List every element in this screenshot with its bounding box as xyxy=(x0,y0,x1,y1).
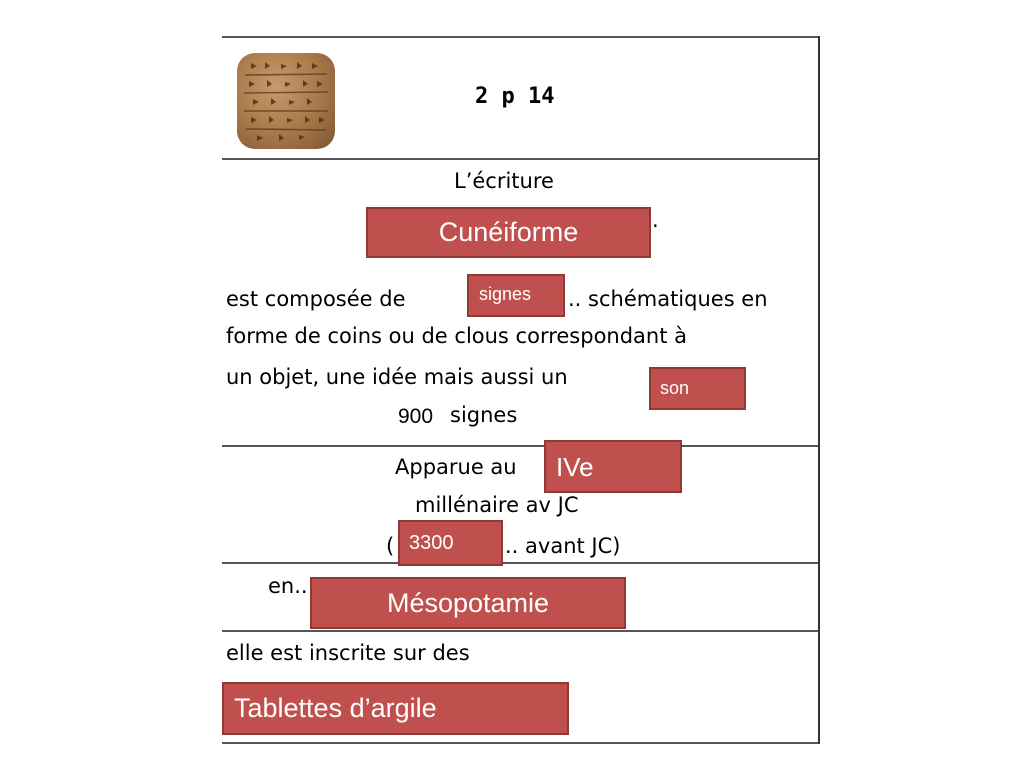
section1-line4: un objet, une idée mais aussi un xyxy=(226,365,568,389)
table-divider-4 xyxy=(222,630,820,632)
answer-sound-text: son xyxy=(660,378,690,398)
section4-line1: elle est inscrite sur des xyxy=(226,641,470,665)
section2-paren-open: ( xyxy=(386,534,395,558)
answer-script-text: Cunéiforme xyxy=(438,217,579,247)
table-border-top xyxy=(222,36,820,38)
section2-line1: Apparue au xyxy=(395,455,517,479)
table-divider-1 xyxy=(222,158,820,160)
answer-support-box[interactable] xyxy=(222,682,569,735)
answer-millennium-text: IVe xyxy=(556,452,594,482)
section2-line2: millénaire av JC xyxy=(415,493,579,517)
section2-line3-post: .. avant JC) xyxy=(505,534,621,558)
clay-tablet-icon xyxy=(237,53,335,149)
table-border-right xyxy=(818,36,820,744)
table-divider-3 xyxy=(222,562,820,564)
answer-place-text: Mésopotamie xyxy=(386,587,550,618)
answer-year-box[interactable] xyxy=(398,520,503,566)
table-divider-2 xyxy=(222,445,820,447)
section1-line5-word: signes xyxy=(450,403,518,427)
section1-line2-post: .. schématiques en xyxy=(568,287,768,311)
answer-signs-text: signes xyxy=(479,284,532,304)
table-border-bottom xyxy=(222,742,820,744)
answer-sound-box[interactable] xyxy=(649,367,746,410)
section1-line1: L’écriture xyxy=(454,169,554,193)
answer-signs-box[interactable] xyxy=(467,274,565,317)
answer-place-box[interactable] xyxy=(310,577,626,629)
section1-line3: forme de coins ou de clous correspondant à xyxy=(226,324,688,348)
section3-prefix: en.. xyxy=(268,574,308,598)
answer-year-text: 3300 xyxy=(409,532,454,554)
page-title: 2 p 14 xyxy=(475,84,555,109)
section1-dot: . xyxy=(652,208,659,232)
answer-support-text: Tablettes d’argile xyxy=(234,693,437,723)
answer-script-box[interactable] xyxy=(366,207,651,258)
answer-millennium-box[interactable] xyxy=(544,440,682,493)
section1-line5-num: 900 xyxy=(398,405,434,428)
section1-line2-pre: est composée de xyxy=(226,287,406,311)
